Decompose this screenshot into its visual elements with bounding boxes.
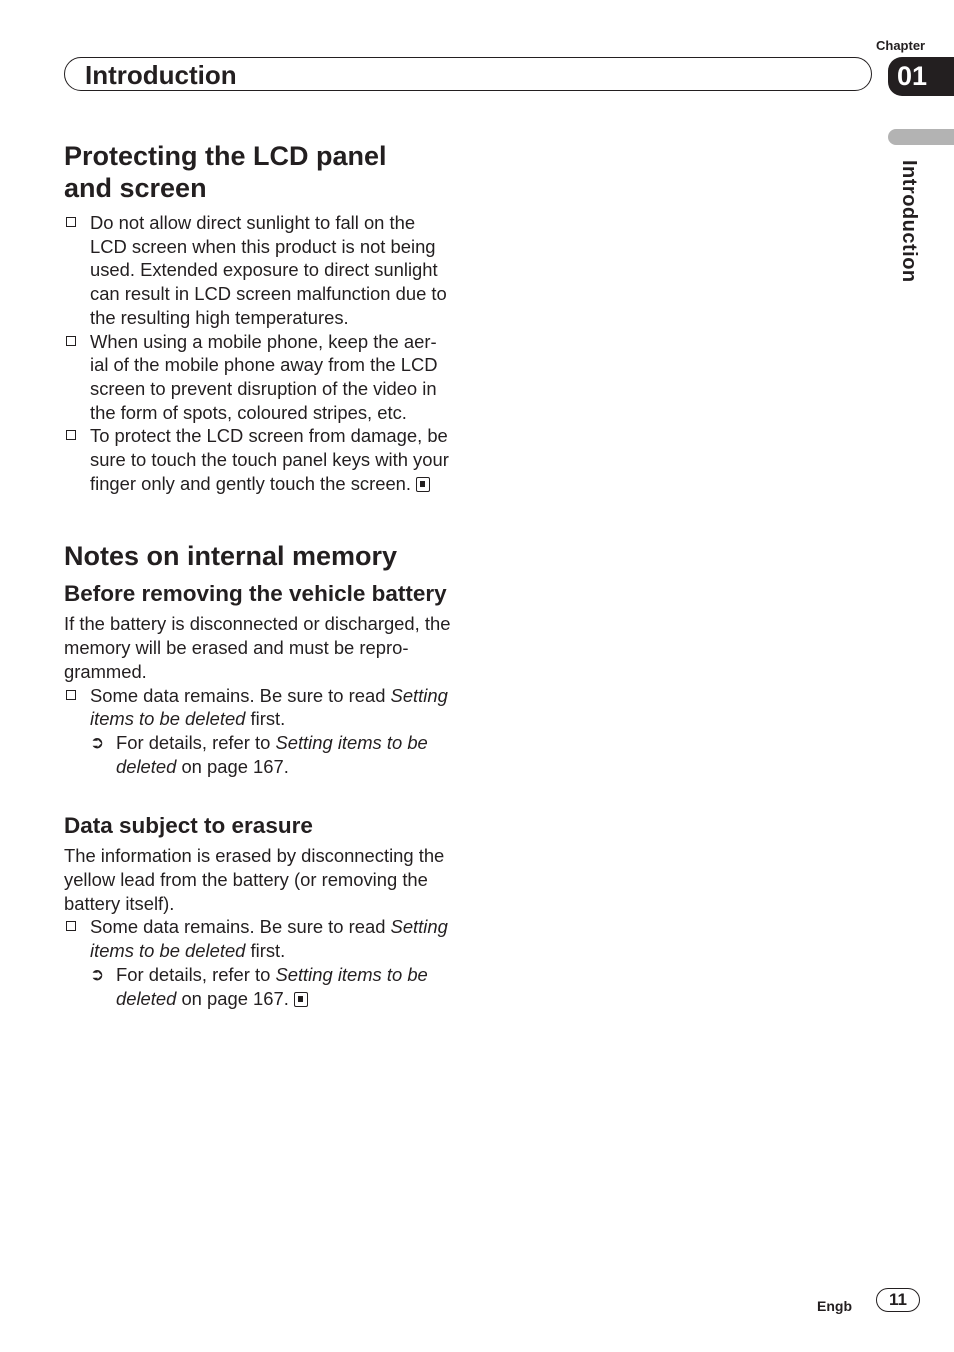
list-item-text-post: first. <box>245 940 286 962</box>
subheading-data-subject-to-erasure: Data subject to erasure <box>64 813 313 839</box>
end-of-section-icon <box>294 992 308 1007</box>
paragraph-battery-disconnect: If the battery is disconnected or discharged, the memory will be erased and must be repro-grammed. <box>64 613 451 682</box>
ref-text-italic: Setting items to be deleted <box>116 731 428 777</box>
chapter-label: Chapter <box>876 38 926 53</box>
battery-bullet-list <box>64 684 454 779</box>
language-code: Engb <box>817 1298 852 1314</box>
arrow-right-icon: ➲ <box>90 732 105 752</box>
checkbox-bullet-icon <box>66 690 76 700</box>
ref-text-post: on page 167. <box>176 987 289 1009</box>
section-header-bar <box>64 57 872 91</box>
checkbox-bullet-icon <box>66 217 76 227</box>
list-item-text: To protect the LCD screen from damage, be sure to touch the touch panel keys with your finger only and gently touch the screen. <box>90 425 449 494</box>
list-item-text: When using a mobile phone, keep the aer-ial of the mobile phone away from the LCD screen to prevent disruption of the video in the form of spots, coloured stripes, etc. <box>90 330 438 423</box>
paragraph-erasure-info: The information is erased by disconnecting the yellow lead from the battery (or removing the battery itself). <box>64 845 445 914</box>
erasure-bullet-list <box>64 915 454 1010</box>
page-number: 11 <box>889 1290 907 1309</box>
ref-text-pre: For details, refer to <box>116 731 276 753</box>
checkbox-bullet-icon <box>66 336 76 346</box>
page-number-badge <box>876 1288 920 1312</box>
checkbox-bullet-icon <box>66 921 76 931</box>
list-item <box>64 684 454 731</box>
ref-text-pre: For details, refer to <box>116 963 276 985</box>
subheading-before-removing-battery: Before removing the vehicle battery <box>64 581 447 607</box>
ref-text-italic: Setting items to be deleted <box>116 963 428 1009</box>
lcd-bullet-list <box>64 211 454 495</box>
list-item <box>64 330 454 425</box>
list-item-text-italic: Setting items to be deleted <box>90 916 448 962</box>
list-item-text: Do not allow direct sunlight to fall on the LCD screen when this product is not being used. Extended exposure to direct sunlight can result in LCD screen malfunction due to the resulting high temperatures. <box>90 212 447 328</box>
section-header-title: Introduction <box>85 60 237 90</box>
side-tab-label: Introduction <box>898 160 920 283</box>
end-of-section-icon <box>416 477 430 492</box>
list-item-text-post: first. <box>245 708 286 730</box>
list-item <box>64 963 454 1010</box>
chapter-number-tab <box>888 57 954 96</box>
heading-internal-memory: Notes on internal memory <box>64 541 398 572</box>
heading-lcd-protection: Protecting the LCD panel and screen <box>64 141 387 203</box>
page-content <box>64 140 454 1010</box>
list-item-text-pre: Some data remains. Be sure to read <box>90 684 391 706</box>
list-item <box>64 424 454 495</box>
ref-text-post: on page 167. <box>176 755 289 777</box>
list-item <box>64 731 454 778</box>
list-item-text-italic: Setting items to be deleted <box>90 684 448 730</box>
list-item <box>64 211 454 330</box>
list-item <box>64 915 454 962</box>
arrow-right-icon: ➲ <box>90 964 105 984</box>
list-item-text-pre: Some data remains. Be sure to read <box>90 916 391 938</box>
chapter-number: 01 <box>897 61 928 91</box>
checkbox-bullet-icon <box>66 430 76 440</box>
side-tab-marker <box>888 129 954 145</box>
